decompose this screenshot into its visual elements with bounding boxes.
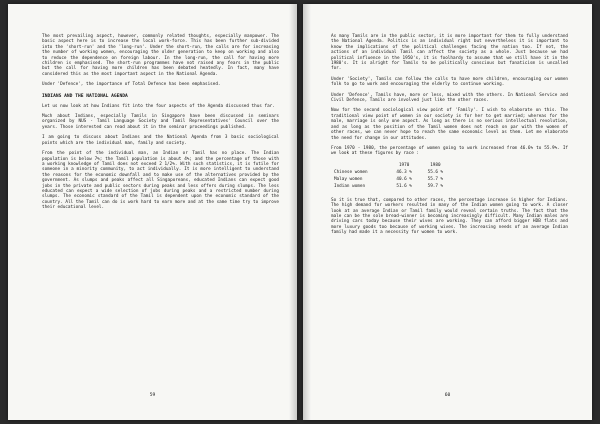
women-workforce-table xyxy=(331,162,451,190)
page-number-right: 60 xyxy=(444,393,451,398)
left-paragraph-2: Under 'Defence', the importance of Total Defence has been emphasised. xyxy=(42,82,221,88)
table-cell: 51.6 % xyxy=(396,183,412,189)
table-cell: Indian women xyxy=(334,183,366,189)
left-paragraph-1: The most prevailing aspect, however, commonly related thoughts, especially manpower. The basic aspect here is to increase the local work-force. This has been further sub-divided into the 'short-run' and the 'long-run'. Under the short-run, the calls are for increasing the number of working women, encouraging the older generation to keep on working and also to reduce the dependence on foreign labour. In the long-run, the call for having more children is emphasised. The short-run programmes have not raised any fears in the public but the call for having more children has been debated heatedly. In fact, many have considered this as the most important aspect in the National Agenda. xyxy=(42,34,279,77)
left-paragraph-4: Much about Indians, especially Tamils in Singapore have been discussed in seminars organized by NUS - Tamil Language Society and Tamil Representatives' Council over the years. Those interested can read about it in the seminar proceedings published. xyxy=(42,114,279,130)
right-paragraph-6: So it is true that, compared to other races, the percentage increase is higher for Indians. The high demand for workers resulted in many of the Indian women going to work. A closer look at an average Indian or Tamil family would reveal certain truths. The fact that the male can be the sole bread-winner is becoming increasingly difficult. Many Indian males are driving cars today because their wives are working. They can afford bigger HDB flats and more luxury goods too because of working wives. The increasing needs of an average Indian family had made it a necessity for women to work. xyxy=(331,197,568,236)
table-header-row xyxy=(331,162,451,169)
table-cell: Malay women xyxy=(334,176,363,182)
left-paragraph-5: I am going to discuss about Indians and the National Agenda from 3 basic sociological points which are the individual man, family and society. xyxy=(42,135,279,146)
right-page xyxy=(303,4,592,420)
left-paragraph-6: From the point of the individual man, an Indian or Tamil has no place. The Indian population is below 7%; the Tamil population is about 4%; and the percentage of those with a working knowledge of Tamil does not exceed 2 1/2%. With such statistics, it is futile for someone in a minority community, to act individually. It is more intelligent to understand the reasons for the economic downfall and to make use of the alternatives provided by the government. As slumps and peaks affect all Singaporeans, educated Indians can expect good jobs in the private and public sectors during peaks and less offers during slumps. The less educated can expect a wide selection of jobs during peaks and a restricted number during slumps. The economic standard of the Tamil is dependent upon the economic standard of the country. All the Tamil can do is work hard to earn more and at the same time try to improve their educational level. xyxy=(42,151,279,211)
table-cell: 59.7 % xyxy=(427,183,444,189)
right-paragraph-5: From 1970 - 1980, the percentage of women going to work increased from 46.6% to 55.9%. If we look at these figures by race : xyxy=(331,145,568,157)
table-header-cell: 1970 xyxy=(398,162,410,168)
table-row xyxy=(331,176,451,183)
table-header-cell: 1980 xyxy=(430,162,441,168)
table-cell: 40.6 % xyxy=(396,176,412,182)
right-paragraph-3: Under 'Defence', Tamils have, more or less, mixed with the others. In National Service and Civil Defence, Tamils are involved just like the other races. xyxy=(331,92,568,104)
table-row xyxy=(331,169,451,176)
right-paragraph-2: Under 'Society', Tamils can follow the calls to have more children, encouraging our women folk to go to work and encouraging the elderly to continue working. xyxy=(331,76,568,88)
left-paragraph-3: Let us now look at how Indians fit into the four aspects of the Agenda discussed thus far. xyxy=(42,103,275,109)
gutter-shadow-left xyxy=(289,4,297,420)
table-cell: 55.6 % xyxy=(427,169,444,175)
page-number-left: 59 xyxy=(149,393,156,398)
left-page xyxy=(8,4,297,420)
book-spread xyxy=(8,4,592,420)
table-cell: 46.3 % xyxy=(396,169,412,175)
section-heading: INDIANS AND THE NATIONAL AGENDA xyxy=(42,93,128,99)
right-paragraph-4: Now for the second sociological view point of 'Family'. I wish to elaborate on this. The traditional view point of women in our society is for her to get married; whereas for the male, marriage is only one aspect. As long as there is no serious intellectual revolution, and as long as the position of the Tamil women does not reach on par with the women of other races, we can never hope to reach the same economic level as them. Let me elaborate the need for change in our attitudes. xyxy=(331,108,568,141)
table-header-cell xyxy=(331,162,389,169)
right-paragraph-1: As many Tamils are in the public sector, it is more important for them to fully understand the National Agenda. Politics is an individual right but nevertheless it is important to know the implications of the political challenges facing the nation too. If not, the actions of an individual Tamil can affect the society as a whole. Just because we had political influence in the 1950's, it is foolhardy to assume that we still have it in the 1980's. It is alright for Tamils to be politically conscious but fanaticism is uncalled for. xyxy=(331,34,568,72)
table-cell: Chinese women xyxy=(334,169,368,175)
table-row xyxy=(331,183,451,190)
gutter-shadow-right xyxy=(303,4,311,420)
table-cell: 55.7 % xyxy=(427,176,444,182)
